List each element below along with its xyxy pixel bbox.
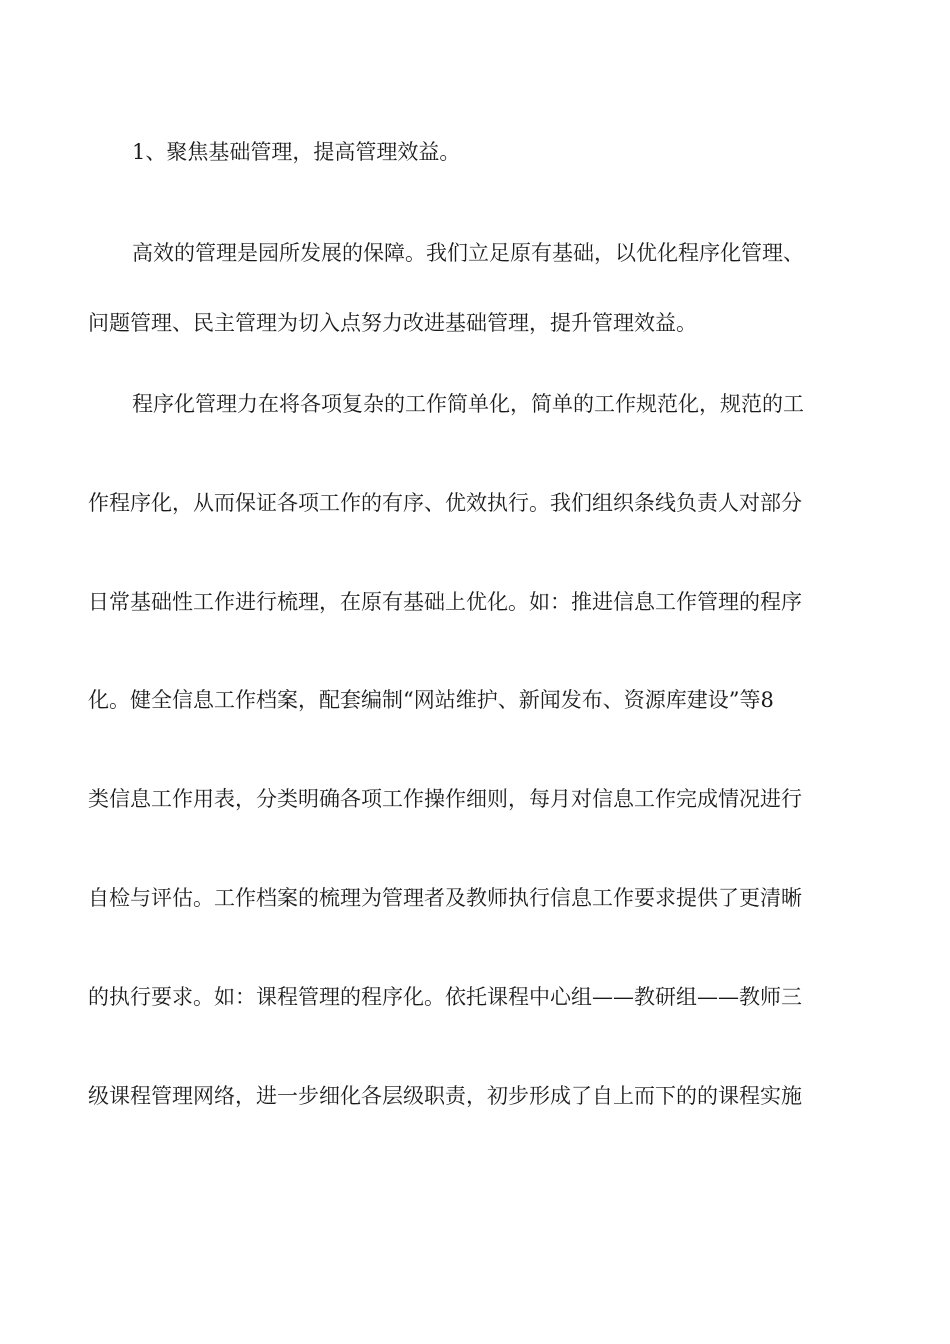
paragraph-1-line-1: 高效的管理是园所发展的保障。我们立足原有基础，以优化程序化管理、 bbox=[132, 241, 804, 265]
section-heading: 1、聚焦基础管理，提高管理效益。 bbox=[132, 140, 461, 164]
paragraph-2-line-4: 化。健全信息工作档案，配套编制“网站维护、新闻发布、资源库建设”等8 bbox=[88, 688, 774, 712]
paragraph-2-line-6: 自检与评估。工作档案的梳理为管理者及教师执行信息工作要求提供了更清晰 bbox=[88, 886, 802, 910]
paragraph-2-line-1: 程序化管理力在将各项复杂的工作简单化，简单的工作规范化，规范的工 bbox=[132, 392, 804, 416]
paragraph-2-line-2: 作程序化，从而保证各项工作的有序、优效执行。我们组织条线负责人对部分 bbox=[88, 491, 802, 515]
paragraph-2-line-3: 日常基础性工作进行梳理，在原有基础上优化。如：推进信息工作管理的程序 bbox=[88, 590, 802, 614]
paragraph-2-line-5: 类信息工作用表，分类明确各项工作操作细则，每月对信息工作完成情况进行 bbox=[88, 787, 802, 811]
paragraph-2-line-8: 级课程管理网络，进一步细化各层级职责，初步形成了自上而下的的课程实施 bbox=[88, 1084, 802, 1108]
paragraph-2-line-7: 的执行要求。如：课程管理的程序化。依托课程中心组——教研组——教师三 bbox=[88, 985, 802, 1009]
paragraph-1-line-2: 问题管理、民主管理为切入点努力改进基础管理，提升管理效益。 bbox=[88, 311, 697, 335]
